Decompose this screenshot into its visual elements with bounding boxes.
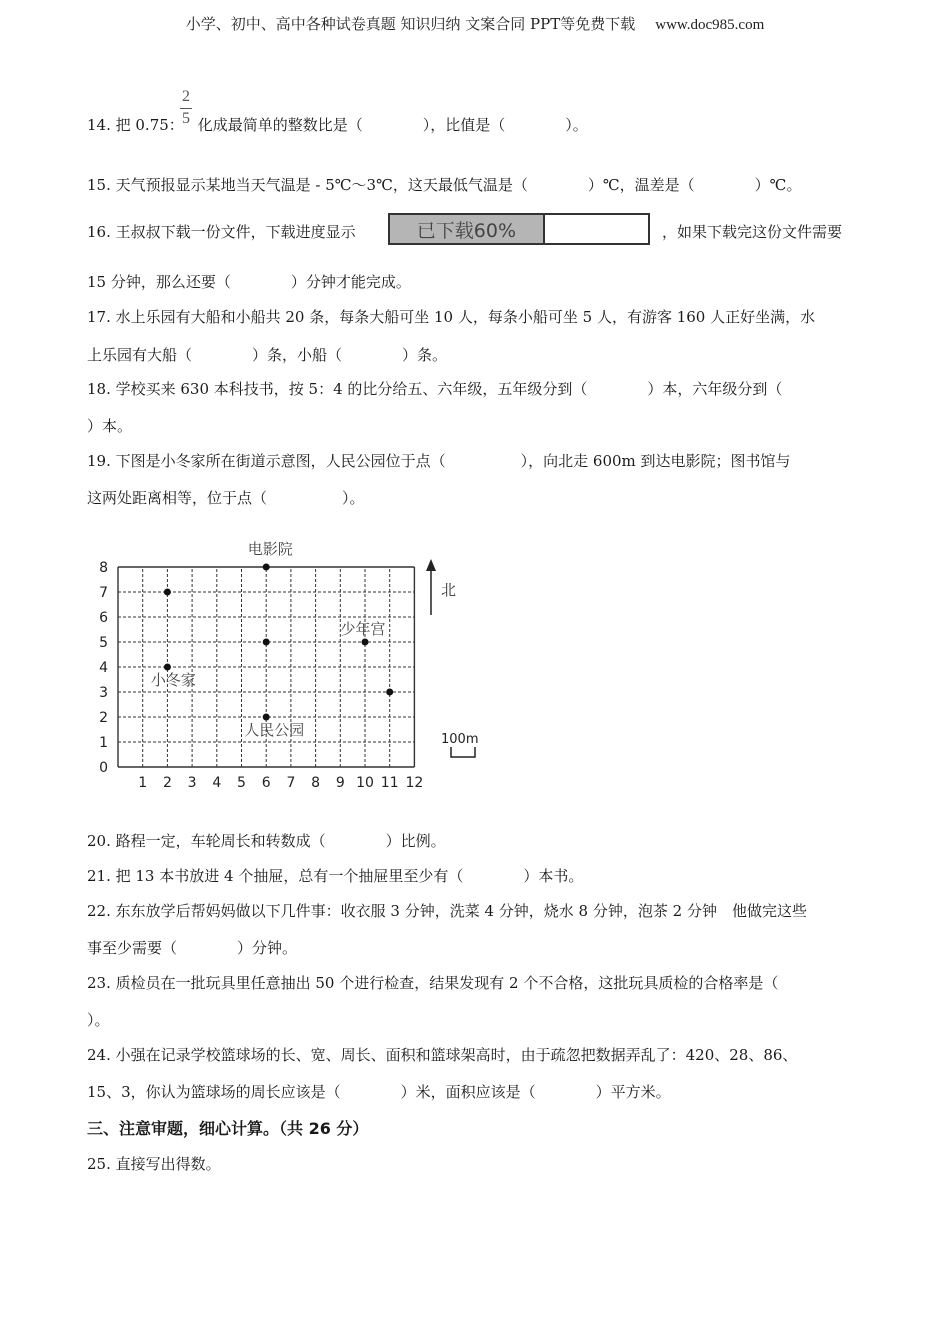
map-point <box>362 639 369 646</box>
question-16-line2: 15 分钟，那么还要（ ）分钟才能完成。 <box>87 273 411 291</box>
x-tick-label: 12 <box>405 775 424 791</box>
question-24-line1: 24. 小强在记录学校篮球场的长、宽、周长、面积和篮球架高时，由于疏忽把数据弄乱了：420、28、86、 <box>87 1046 798 1064</box>
question-16-suffix: ，如果下载完这份文件需要 <box>662 223 843 241</box>
map-point-label: 电影院 <box>247 540 293 558</box>
north-arrow <box>426 559 456 615</box>
question-16-prefix: 16. 王叔叔下载一份文件，下载进度显示 <box>87 223 356 241</box>
map-point-label: 人民公园 <box>244 721 305 739</box>
y-tick-label: 6 <box>99 610 108 626</box>
x-axis-ticks <box>138 775 423 791</box>
x-tick-label: 3 <box>187 775 197 791</box>
y-tick-label: 7 <box>99 585 108 601</box>
question-22-line2: 事至少需要（ ）分钟。 <box>87 939 298 957</box>
map-point <box>263 714 270 721</box>
map-point-label: 小冬家 <box>150 671 196 689</box>
question-15: 15. 天气预报显示某地当天气温是 - 5℃～3℃，这天最低气温是（ ）℃，温差是（ ）℃。 <box>87 176 802 194</box>
question-22-line1: 22. 东东放学后帮妈妈做以下几件事：收衣服 3 分钟，洗菜 4 分钟，烧水 8 分钟，泡茶 2 分钟 他做完这些 <box>87 902 807 920</box>
scale-label: 100m <box>441 732 479 747</box>
question-14 <box>87 115 588 135</box>
header-text: 小学、初中、高中各种试卷真题 知识归纳 文案合同 PPT等免费下载 <box>185 15 636 33</box>
map-point <box>164 664 171 671</box>
question-23-line1: 23. 质检员在一批玩具里任意抽出 50 个进行检查，结果发现有 2 个不合格，这批玩具质检的合格率是（ <box>87 974 779 992</box>
x-tick-label: 5 <box>237 775 246 791</box>
y-tick-label: 5 <box>99 635 108 651</box>
map-point <box>263 564 270 571</box>
question-18-line1: 18. 学校买来 630 本科技书，按 5：4 的比分给五、六年级，五年级分到（ ）本，六年级分到（ <box>87 380 783 398</box>
fraction-denominator: 5 <box>182 110 190 127</box>
y-tick-label: 1 <box>99 735 108 751</box>
y-tick-label: 8 <box>99 560 108 576</box>
map-point <box>263 639 270 646</box>
x-tick-label: 1 <box>138 775 148 791</box>
q14-suffix: 化成最简单的整数比是（ ），比值是（ ）。 <box>197 116 588 134</box>
question-23-line2: ）。 <box>87 1011 110 1029</box>
x-tick-label: 11 <box>380 775 399 791</box>
y-tick-label: 2 <box>99 710 108 726</box>
y-tick-label: 3 <box>99 685 108 701</box>
scale-bar <box>441 732 478 757</box>
map-points <box>151 540 393 739</box>
question-21: 21. 把 13 本书放进 4 个抽屉，总有一个抽屉里至少有（ ）本书。 <box>87 867 584 885</box>
progress-label: 已下载60% <box>416 219 517 242</box>
x-tick-label: 8 <box>311 775 321 791</box>
question-17-line1: 17. 水上乐园有大船和小船共 20 条，每条大船可坐 10 人，每条小船可坐 5 人，有游客 160 人正好坐满，水 <box>87 308 816 326</box>
question-20: 20. 路程一定，车轮周长和转数成（ ）比例。 <box>87 832 446 850</box>
scale-bracket <box>451 747 475 757</box>
q14-prefix: 14. 把 0.75： <box>87 116 184 134</box>
question-19-line2: 这两处距离相等，位于点（ ）。 <box>87 489 365 507</box>
question-19-line1: 19. 下图是小冬家所在街道示意图，人民公园位于点（ ），向北走 600m 到达电影院；图书馆与 <box>87 452 791 470</box>
question-17-line2: 上乐园有大船（ ）条，小船（ ）条。 <box>87 346 448 364</box>
page-header <box>0 13 950 34</box>
north-arrow-icon <box>426 559 436 571</box>
street-map <box>95 535 515 795</box>
map-point <box>386 689 393 696</box>
header-url[interactable]: www.doc985.com <box>655 17 765 33</box>
x-tick-label: 10 <box>356 775 374 791</box>
map-point <box>164 589 171 596</box>
question-25: 25. 直接写出得数。 <box>87 1155 221 1173</box>
y-axis-ticks <box>99 560 108 776</box>
map-point-label: 少年宫 <box>340 620 386 638</box>
section-3-heading: 三、注意审题，细心计算。（共 26 分） <box>87 1119 369 1138</box>
x-tick-label: 7 <box>286 775 296 791</box>
x-tick-label: 4 <box>212 775 222 791</box>
progress-fill <box>390 215 545 243</box>
y-tick-label: 0 <box>99 760 108 776</box>
fraction-numerator: 2 <box>182 88 190 105</box>
x-tick-label: 6 <box>261 775 271 791</box>
question-18-line2: ）本。 <box>87 417 133 435</box>
question-24-line2: 15、3，你认为篮球场的周长应该是（ ）米，面积应该是（ ）平方米。 <box>87 1083 671 1101</box>
download-progress-bar <box>388 213 650 245</box>
fraction-bar <box>180 108 192 109</box>
north-label: 北 <box>441 581 457 599</box>
y-tick-label: 4 <box>99 660 108 676</box>
x-tick-label: 2 <box>162 775 172 791</box>
x-tick-label: 9 <box>335 775 345 791</box>
